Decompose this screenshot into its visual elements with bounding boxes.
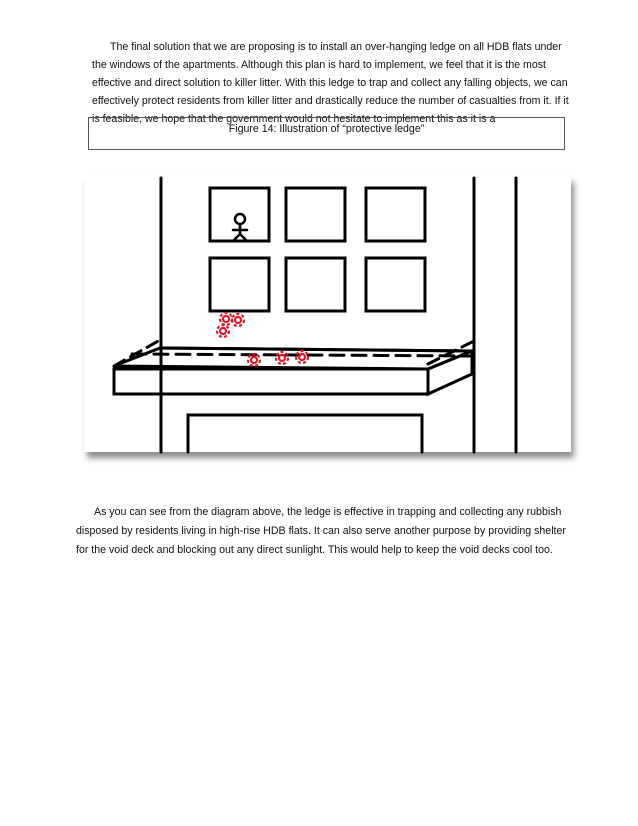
body-paragraph: As you can see from the diagram above, the ledge is effective in trapping and collecting any rubbish disposed by residents living in high-rise HDB flats. It can also serve another purpose by providing shelter for the void deck and blocking out any direct sunlight. This would help to keep the void decks cool too. <box>76 506 566 556</box>
trapped-litter <box>296 351 308 363</box>
window <box>210 258 269 311</box>
protective-ledge-illustration <box>84 176 571 452</box>
window <box>366 188 425 241</box>
window <box>286 188 345 241</box>
falling-litter <box>220 313 232 325</box>
intro-paragraph: The final solution that we are proposing is to install an over-hanging ledge on all HDB flats under the windows of the apartments. Although this plan is hard to implement, we feel that it is the most effective and direct solution to killer litter. With this ledge to trap and collect any falling objects, we can effectively protect residents from killer litter and drastically reduce the number of casualties from it. If it is feasible, we hope that the government would not hesitate to implement this as it is a <box>92 41 569 125</box>
figure-caption: Figure 14: Illustration of “protective ledge” <box>228 123 425 135</box>
resident-figure <box>233 214 247 240</box>
ledge-top-surface <box>114 348 472 369</box>
falling-litter <box>217 325 229 337</box>
falling-litter <box>232 314 244 326</box>
void-deck-opening <box>188 415 422 452</box>
window <box>286 258 345 311</box>
protective-ledge <box>114 340 472 394</box>
trapped-litter <box>276 352 288 364</box>
litter-items <box>217 313 308 366</box>
window <box>366 258 425 311</box>
figure-caption-box <box>88 117 565 150</box>
ledge-drawing <box>84 176 571 452</box>
